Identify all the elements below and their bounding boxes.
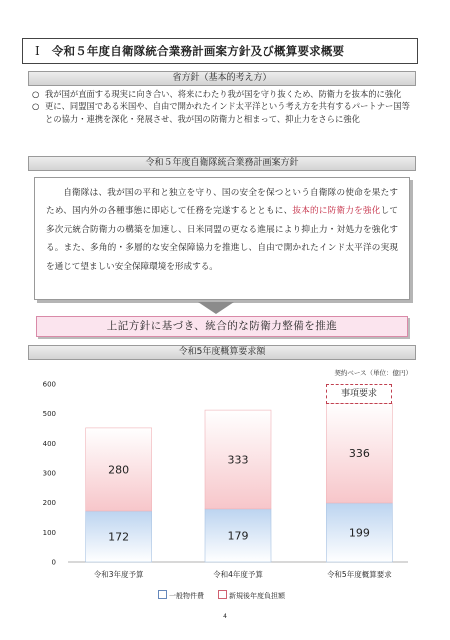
bar-value-label: 333 <box>227 453 249 467</box>
bar-value-label: 179 <box>227 529 249 543</box>
section-number: Ⅰ <box>35 44 40 58</box>
budget-band: 令和5年度概算要求額 <box>28 345 416 360</box>
legend-label-general: 一般物件費 <box>169 592 204 600</box>
policy-item-text: 更に、同盟国である米国や、自由で開かれたインド太平洋という考え方を共有するパートナー国等との協力・連携を深化・発展させ、我が国の防衛力と相まって、抑止力をさらに強化 <box>45 101 410 124</box>
policy-band: 省方針（基本的考え方） <box>28 71 416 86</box>
bar-value-label: 199 <box>348 526 370 540</box>
policy-list <box>32 88 412 125</box>
legend-swatch-general <box>158 590 167 599</box>
bar-value-label: 172 <box>108 530 130 544</box>
policy-item-2 <box>32 100 412 125</box>
chart-legend <box>158 590 285 601</box>
title-box <box>22 38 418 64</box>
plan-band: 令和５年度自衛隊統合業務計画案方針 <box>28 156 416 171</box>
down-arrow-icon <box>198 302 234 314</box>
legend-item-general <box>158 590 204 601</box>
page-number: 4 <box>223 613 227 620</box>
budget-chart <box>28 362 420 602</box>
plan-text-before: 自衛隊は、我が国の平和と独立を守り、国の安全を保つという自衛隊の使命を果たすため、国内外の各種事態に即応して任務を完遂するとともに、 <box>46 188 398 217</box>
y-tick-label: 300 <box>42 469 56 478</box>
y-tick-label: 200 <box>42 499 56 508</box>
y-tick-label: 500 <box>42 410 56 419</box>
y-tick-label: 0 <box>51 558 56 567</box>
policy-item-1 <box>32 88 412 100</box>
page-title: 令和５年度自衛隊統合業務計画案方針及び概算要求概要 <box>51 44 345 58</box>
bar-value-label: 336 <box>348 447 370 461</box>
circle-bullet-icon: ○ <box>32 89 40 99</box>
legend-swatch-new <box>218 590 227 599</box>
jikou-label-box: 事項要求 <box>326 384 392 404</box>
plan-text-after: して多次元統合防衛力の構築を加速し、日米同盟の更なる進展により抑止力・対処力を強化する。また、多角的・多層的な安全保障協力を推進し、自由で開かれたインド太平洋の実現を通じて望ましい安全保障環境を形成する。 <box>46 206 398 272</box>
unit-note: 契約ベース（単位：億円） <box>334 369 412 377</box>
y-tick-label: 400 <box>42 439 56 448</box>
x-category-label: 令和5年度概算要求 <box>326 570 392 579</box>
x-category-label: 令和4年度予算 <box>213 570 263 579</box>
plan-text-highlight: 抜本的に防衛力を強化 <box>292 206 381 217</box>
legend-label-new: 新規後年度負担額 <box>229 592 285 600</box>
bar-value-label: 280 <box>108 463 130 477</box>
legend-item-new <box>218 590 285 601</box>
policy-item-text: 我が国が直面する現実に向き合い、将来にわたり我が国を守り抜くため、防衛力を抜本的に強化 <box>45 89 402 99</box>
plan-text-box <box>34 177 410 300</box>
y-tick-label: 600 <box>42 380 56 389</box>
circle-bullet-icon: ○ <box>32 101 40 112</box>
x-category-label: 令和3年度予算 <box>93 570 144 579</box>
policy-banner: 上記方針に基づき、統合的な防衛力整備を推進 <box>36 316 408 337</box>
y-tick-label: 100 <box>42 528 56 537</box>
